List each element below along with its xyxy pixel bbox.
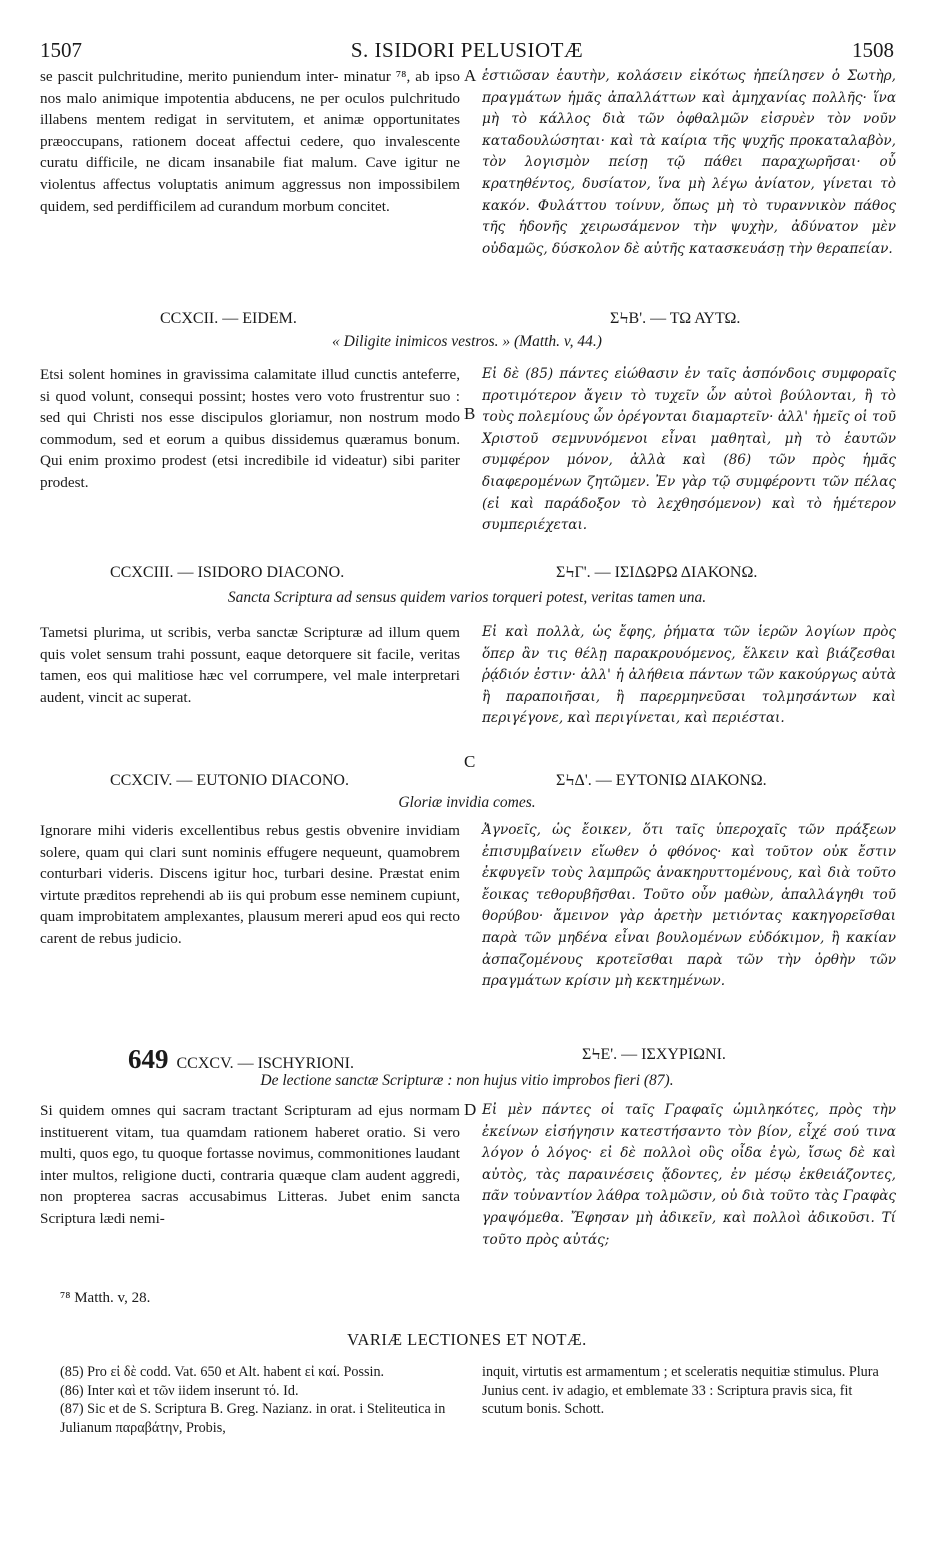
greek-letter-heading: ΣϞΓ'. — ΙΣΙΔΩΡΩ ΔΙΑΚΟΝΩ. — [556, 564, 758, 581]
latin-text: Tametsi plurima, ut scribis, verba sanctæ Scripturæ ad illum quem quis volet sensum trahi possunt, eaque detorquere sit facile, veritas tamen, eos qui malitiose hæc vel corrumpere, vel male interpretari audent, vincit ac superat. — [40, 624, 460, 706]
latin-column-sec2 — [40, 364, 460, 494]
greek-text: Εἰ δὲ (85) πάντες εἰώθασιν ἐν ταῖς ἀσπόνδοις συμφοραῖς προτιμότερον ἄγειν τὸ τυχεῖν ὧν αὐτοὶ βούλονται, ἢ τὸ τοὺς πολεμίους ὧν ὀρέγονται διαμαρτεῖν· ἀλλ' ἡμεῖς οἱ τοῦ Χριστοῦ σεμνυνόμενοι εἶναι μαθηταὶ, μὴ τὸ ἑαυτῶν συμφέρον μόνον, ἀλλὰ καὶ (86) τῶν πρὸς ἡμᾶς διαφερομένων ζητῶμεν. Ἐν γὰρ τῷ συμφέροντι τῶν πέλας (εἰ καὶ παράδοξον τὸ λεχθησόμενον) καὶ τὸ ἡμέτερον συμπεριέχεται. — [482, 366, 896, 534]
greek-column-sec3 — [482, 622, 896, 730]
note-item: (85) Pro εἰ δὲ codd. Vat. 650 et Alt. habent εἰ καί. Possin. — [60, 1364, 385, 1380]
latin-letter-heading: 649 CCXCV. — ISCHYRIONI. — [128, 1044, 355, 1074]
greek-text: Ἀγνοεῖς, ὡς ἔοικεν, ὅτι ταῖς ὑπεροχαῖς τῶν πράξεων ἐπισυμβαίνειν εἴωθεν ὁ φθόνος· καὶ τοῦτον οὐκ ἔστιν ἐκφυγεῖν τοὺς λαμπρῶς ἀνακηρυττομένους, καὶ διὰ τοῦτο ἔοικας τεθορυβῆσθαι. Τοῦτο οὖν μαθὼν, ἀπαλλάγηθι τοῦ θορύβου· ἄμεινον γὰρ ἀρετὴν μετιόντας κακηγορεῖσθαι παρὰ τῶν μηδένα εἶναι βουλομένων εὐδόκιμον, ἢ κακίαν ἀσπαζομένους κροτεῖσθαι παρὰ τῶν τὴν ὀρθὴν τῶν πραγμάτων κρίσιν μὴ κεκτημένων. — [482, 822, 896, 990]
latin-column-sec1 — [40, 66, 460, 217]
letter-subtitle: « Diligite inimicos vestros. » (Matth. v, 44.) — [332, 333, 602, 350]
latin-text: Ignorare mihi videris excellentibus rebus gestis obvenire invidiam solere, quam qui clari sunt nominis effugere nequeunt, quamobrem conturbari videris. Discens igitur hoc, turbari desine. Præstat enim virtute præditos reprehendi ab iis qui probum esse neminem cupiunt, quam improbitatem amplexantes, plausum mereri apud eos qui recto carent de rebus judicio. — [40, 822, 460, 947]
latin-text: se pascit pulchritudine, merito puniendum inter- minatur ⁷⁸, ab ipso nos malo animique impotentia abducens, ne per oculos pulchritudo illabens mentem redigat in servitutem, et animæ opportunitates præoccupans, rationem doceat affectui cedere, quo invalescente curatu difficile, ne dicam insanabile fiat malum. Cave igitur ne violentus affectus voluptatis animum aggressus non impossibilem quidem, sed perdifficilem ad curandum morbum concitet. — [40, 68, 460, 215]
latin-column-sec4 — [40, 820, 460, 950]
margin-letter-c: C — [464, 752, 476, 771]
greek-letter-heading: ΣϞΔ'. — ΕΥΤΟΝΙΩ ΔΙΑΚΟΝΩ. — [556, 772, 767, 789]
page-number-left: 1507 — [40, 38, 82, 62]
greek-text: Εἰ καὶ πολλὰ, ὡς ἔφης, ῥήματα τῶν ἱερῶν λογίων πρὸς ὅπερ ἂν τις θέλῃ παρακρουόμενος, ἕλκειν καὶ βιάζεσθαι ῥᾴδιόν ἐστιν· ἀλλ' ἡ ἀλήθεια πάντων τῶν κακούργως αὐτὰ ἢ παραποιῆσαι, ἢ παρερμηνεῦσαι τολμησάντων καὶ περιγέγονε, καὶ περιγίνεται, καὶ περιέσται. — [482, 624, 896, 727]
greek-column-sec5 — [482, 1100, 896, 1251]
page-header — [40, 38, 894, 64]
latin-column-sec3 — [40, 622, 460, 708]
greek-column-sec4 — [482, 820, 896, 993]
greek-text: ἑστιῶσαν ἑαυτὴν, κολάσειν εἰκότως ἠπείλησεν ὁ Σωτὴρ, πραγμάτων ἡμᾶς ἀπαλλάττων καὶ ἀμηχανίας πολλῆς· ἵνα μὴ τὸ κάλλος διὰ τῶν ὀφθαλμῶν εἰσρυὲν τὸν νοῦν καταδουλώσηται· καὶ τὰ καίρια τῆς ψυχῆς προκαταλαβὸν, τὸν λογισμὸν πείσῃ τῷ πάθει παραχωρῆσαι· οὗ κρατηθέντος, δυσίατον, ἵνα μὴ λέγω ἀνίατον, γίνεται τὸ κακόν. Φυλάττου τοίνυν, ὅπως μὴ τὸ τυραννικὸν πάθος τῆς ἡδονῆς χειρωσάμενον τὴν ψυχὴν, ἀδύνατον μὲν οὐδαμῶς, δύσκολον δὲ αὐτῆς κατασκευάσῃ τὴν θεραπείαν. — [482, 68, 896, 257]
note-item: inquit, virtutis est armamentum ; et sceleratis nequitiæ stimulus. Plura Junius cent. iv adagio, et emblemate 33 : Scriptura pravis sica, fit scutum bonis. Schott. — [482, 1364, 879, 1418]
note-item: (87) Sic et de S. Scriptura B. Greg. Nazianz. in orat. i Steliteutica in Julianum παραβάτην, Probis, — [60, 1401, 446, 1436]
footnote: ⁷⁸ Matth. v, 28. — [60, 1290, 151, 1306]
notes-heading: VARIÆ LECTIONES ET NOTÆ. — [347, 1330, 587, 1349]
letter-subtitle: Gloriæ invidia comes. — [398, 794, 536, 811]
latin-column-sec5 — [40, 1100, 460, 1230]
margin-letter-b: B — [464, 404, 476, 423]
latin-letter-heading: CCXCIII. — ISIDORO DIACONO. — [110, 564, 345, 581]
greek-letter-heading: ΣϞΕ'. — ΙΣΧΥΡΙΩΝΙ. — [582, 1046, 726, 1063]
notes-left-column — [60, 1363, 460, 1437]
latin-letter-heading: CCXCII. — EIDEM. — [160, 310, 297, 327]
note-item: (86) Inter καὶ et τῶν iidem inserunt τό. Id. — [60, 1382, 299, 1399]
latin-letter-heading: CCXCIV. — EUTONIO DIACONO. — [110, 772, 349, 789]
letter-subtitle: Sancta Scriptura ad sensus quidem varios torqueri potest, veritas tamen una. — [227, 589, 707, 606]
migne-column-number: 649 — [128, 1044, 169, 1074]
letter-subtitle: De lectione sanctæ Scripturæ : non hujus vitio improbos fieri (87). — [260, 1072, 674, 1089]
greek-letter-heading: ΣϞΒ'. — ΤΩ ΑΥΤΩ. — [610, 310, 741, 327]
page-number-right: 1508 — [852, 38, 894, 62]
margin-letter-a: A — [464, 66, 477, 85]
notes-right-column — [482, 1363, 892, 1419]
latin-text: Si quidem omnes qui sacram tractant Scripturam ad ejus normam instituerent vitam, tua quamdam rationem haberet oratio. Si vero multi, quos ego, tu quoque fortasse novimus, commonitiones laudant inter multos, religione ducti, contraria quæque clam audent aggredi, non propterea sacras accusabimus Litteras. Jubet enim sancta Scriptura lædi nemi- — [40, 1102, 460, 1227]
greek-column-sec2 — [482, 364, 896, 537]
latin-text: Etsi solent homines in gravissima calamitate illud cunctis anteferre, si quod volunt, consequi possint; hostes vero voto frustrentur suo : sed qui Christi nos esse discipulos gloriamur, non nostrum modo commodum, sed et eorum a quibus dissidemus quæramus bonum. Qui enim proximo prodest (etsi incredibile id videatur) sibi pariter prodest. — [40, 366, 460, 491]
greek-text: Εἰ μὲν πάντες οἱ ταῖς Γραφαῖς ὡμιληκότες, πρὸς τὴν ἐκείνων εἰσήγησιν κατεστήσαντο τὸν βίον, εἶχέ σού τινα λόγον ὁ λόγος· εἰ δὲ πολλοὶ οὓς οἶδα ἐγὼ, ἴσως δὲ καὶ αὐτὸς, τὰς παραινέσεις ᾄδοντες, ἐν μέσῳ ἐκθειάζοντες, πᾶν τοὐναντίον λάθρα τολμῶσιν, οὐ διὰ τοῦτο τὰς Γραφὰς γραψόμεθα. Ἔφησαν μὴ ἀδικεῖν, καὶ πολλοὶ ἀδικοῦσι. Τί τοῦτο πρὸς αὐτάς; — [482, 1102, 896, 1248]
greek-column-sec1 — [482, 66, 896, 260]
margin-letter-d: D — [464, 1100, 477, 1119]
running-title: S. ISIDORI PELUSIOTÆ — [350, 38, 584, 62]
